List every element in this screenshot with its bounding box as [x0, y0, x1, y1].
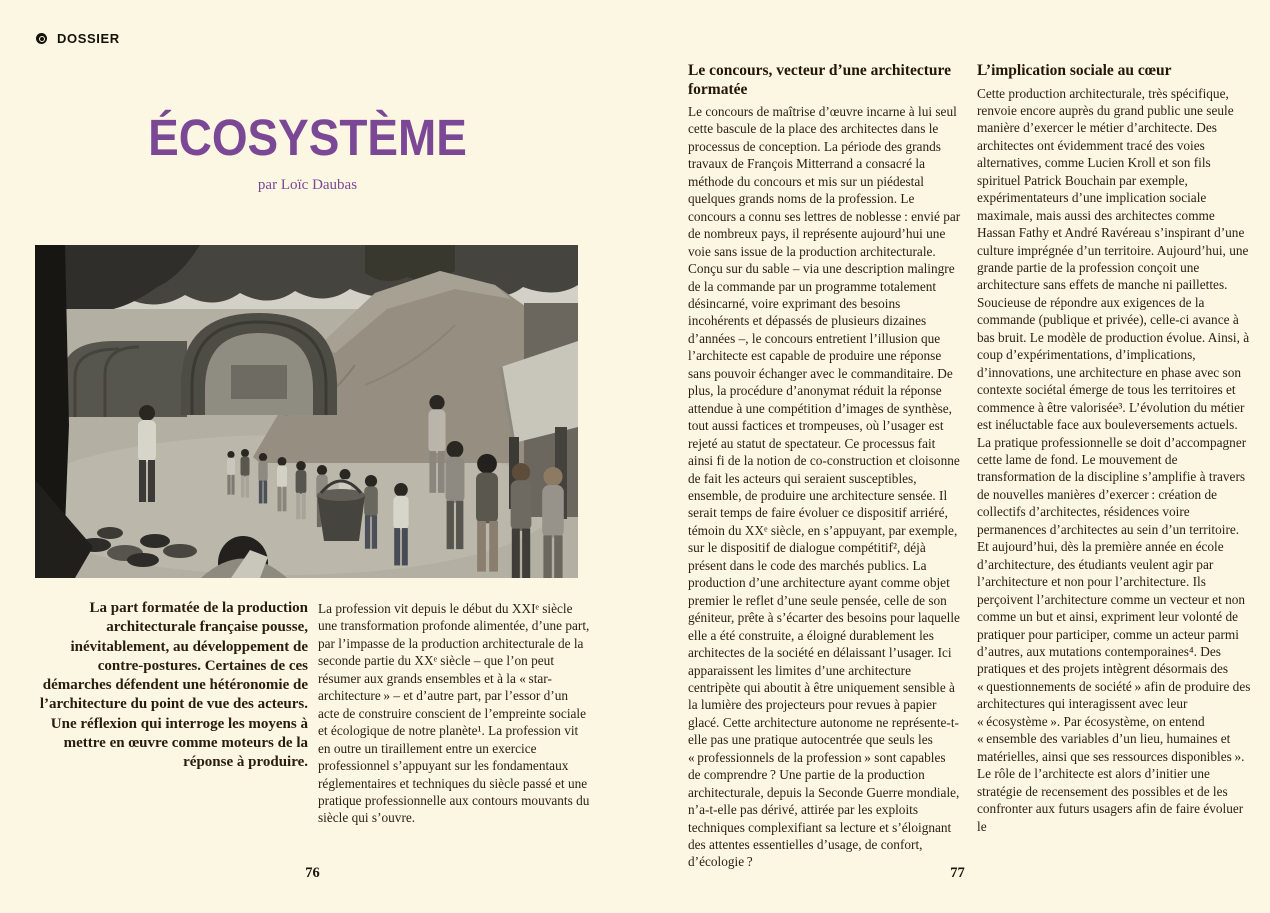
children-worksite-photo-illustration: [35, 245, 578, 578]
column-1-body-text: Le concours de maîtrise d’œuvre incarne à lui seul cette bascule de la place des architectes dans le processus de conception. La période des grands travaux de François Mitterrand a consacré la méthode du concours et mis sur un piédestal quelques grands noms de la profession. Le concours a connu ses lettres de noblesse : envié par de nombreux pays, il représente aujourd’hui une voie sans issue de la production architecturale. Conçu sur du sable – via une description malingre de la commande par un programme totalement désincarné, voire exprimant des besoins incohérents et dépassés de plusieurs dizaines d’années –, le concours entretient l’illusion que l’architecte est capable de produire une réponse sans pouvoir échanger avec le commanditaire. De plus, la procédure d’anonymat réduit la réponse attendue à une compétition d’images de synthèse, tout aussi factices et trompeuses, où l’usager est rejeté au statut de spectateur. Ce processus fait ainsi fi de la notion de co-construction et cloisonne de fait les acteurs qui seraient susceptibles, ensemble, de produire une architecture sensée. Il serait temps de faire évoluer ce dispositif arriéré, témoin du XXᵉ siècle, en s’appuyant, par exemple, sur le dispositif de dialogue compétitif², déjà présent dans le code des marchés publics. La production d’une architecture ayant comme objet premier le reflet d’une seule pensée, celle de son géniteur, prête à s’écarter des besoins pour laquelle elle a été construite, a éloigné durablement les architectes de la société en délaissant l’usager. Ici apparaissent les limites d’une architecture centripète qui aboutit à être uniquement sensible à la lumière des projecteurs pour revues à papier glacé. Cette architecture autonome ne représente-t-elle pas une pratique autocentrée que seuls les « professionnels de la profession » sont capables de comprendre ? Une partie de la production architecturale, depuis la Seconde Guerre mondiale, n’a-t-elle pas dérivé, attirée par les exploits techniques complexifiant sa lecture et s’éloignant des attentes essentielles d’usage, de confort, d’écologie ?: [688, 104, 961, 870]
page-number-right: 77: [950, 865, 965, 881]
column-2-body-text: Cette production architecturale, très spécifique, renvoie encore auprès du grand public une seule manière d’exercer le métier d’architecte. Des architectes ont évidemment tracé des voies alternatives, comme Lucien Kroll et son fils spirituel Patrick Bouchain par exemple, expérimentateurs d’une implication sociale maximale, mais aussi des architectes comme Hassan Fathy et André Ravéreau s’inspirant d’une culture imprégnée d’un territoire. Aujourd’hui, une grande partie de la profession conçoit une architecture sans effets de manche ni paillettes. Soucieuse de répondre aux exigences de la commande (publique et privée), celle-ci avance à bas bruit. Le modèle de production évolue. Ainsi, à coup d’expérimentations, d’implications, d’innovations, une architecture en phase avec son contexte sociétal émerge de tous les territoires et commence à être valorisée³. L’évolution du métier est inéluctable face aux bouleversements actuels. La pratique professionnelle se doit d’accompagner cette lame de fond. Le mouvement de transformation de la discipline s’amplifie à travers de nouvelles manières d’exercer : création de collectifs d’architectes, résidences voire permanences d’architectes au sein d’un territoire. Et aujourd’hui, dès la première année en école d’architecture, des étudiants veulent agir par l’architecture et non pour l’architecture. Ils perçoivent l’architecture comme un vecteur et non comme un but et ainsi, expriment leur volonté de pratiquer pour participer, comme un acteur parmi d’autres, aux mutations contemporaines⁴. Des pratiques et des projets intègrent désormais des « questionnements de société » afin de produire des architectures qui interagissent avec leur « écosystème ». Par écosystème, on entend « ensemble des variables d’un lieu, humaines et matérielles, ainsi que ses ressources disponibles ». Le rôle de l’architecte est alors d’initier une stratégie de recensement des possibles et de les confronter aux futurs usagers afin de faire évoluer le: [977, 85, 1251, 834]
article-byline: par Loïc Daubas: [257, 177, 358, 193]
intro-paragraph: La part formatée de la production architecturale française pousse, inévitablement, au développement de contre-postures. Certaines de ces démarches défendent une hétéronomie de l’architecture du point de vue des acteurs. Une réflexion qui interroge les moyens à mettre en œuvre comme moteurs de la réponse à produire.: [39, 600, 308, 771]
article-title: ÉCOSYSTÈME: [148, 109, 467, 166]
kicker-label: DOSSIER: [57, 31, 120, 46]
article-photo: [35, 245, 578, 578]
page-number-left: 76: [305, 865, 320, 881]
section-heading-implication: L’implication sociale au cœur: [977, 62, 1172, 79]
title-block: [15, 0, 600, 193]
right-page-column-2: [977, 62, 1253, 835]
right-page-column-1: [688, 62, 961, 871]
left-page-column-text: La profession vit depuis le début du XXIᵉ siècle une transformation profonde alimentée, d’une part, par l’impasse de la production architecturale de la seconde partie du XXᵉ siècle – que l’on peut résumer aux grands ensembles et à la « star-architecture » – et d’autre part, par l’essor d’un acte de construire conscient de l’empreinte sociale et écologique de notre planète¹. La profession vit en outre un tiraillement entre un exercice professionnel s’appuyant sur les fondamentaux réglementaires et techniques du siècle passé et une pratique professionnelle aux contours mouvants du siècle qui s’ouvre.: [318, 601, 590, 826]
section-heading-concours: Le concours, vecteur d’une architecture formatée: [688, 62, 952, 98]
